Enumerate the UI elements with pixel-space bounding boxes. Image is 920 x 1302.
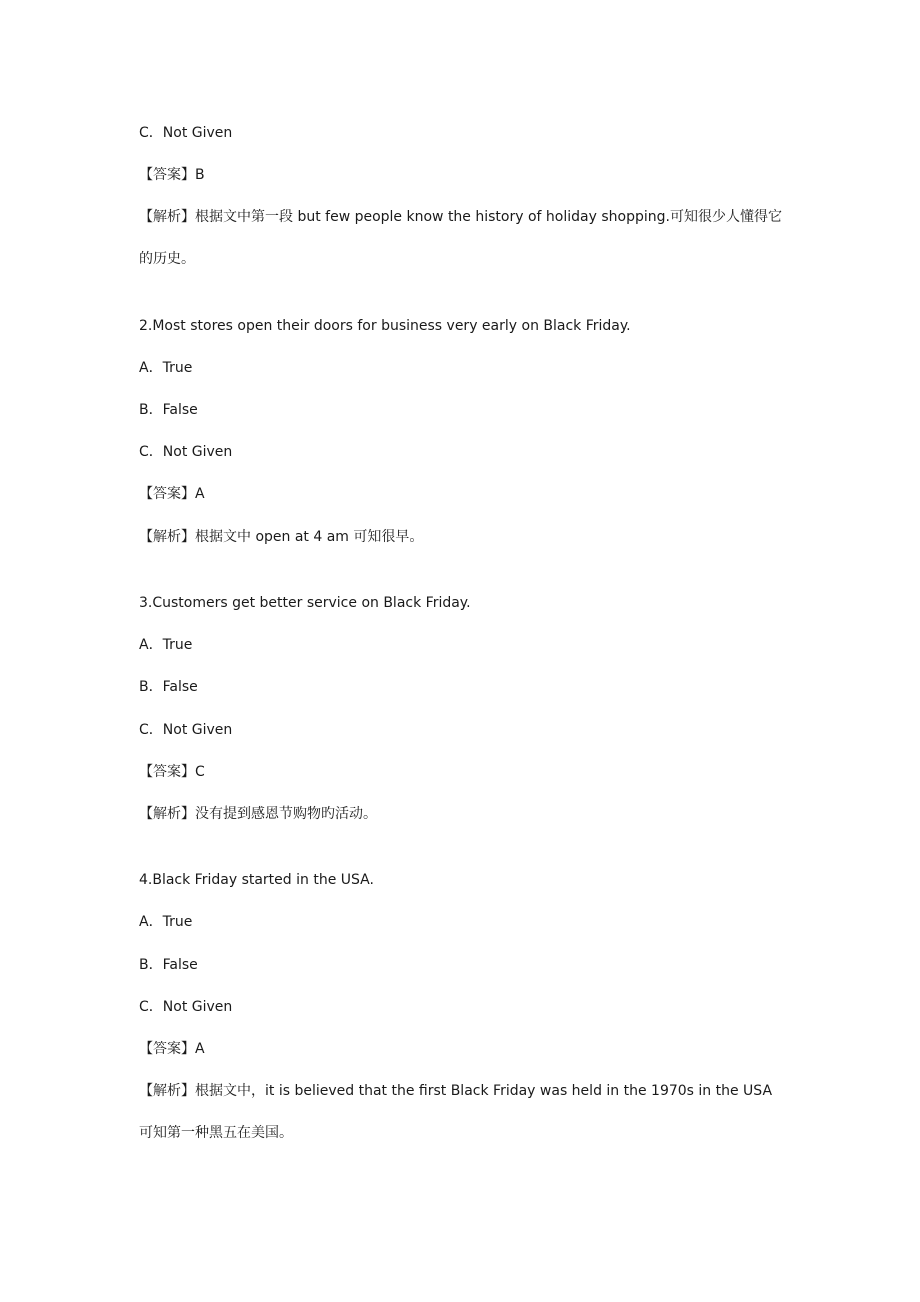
q3-option-b: B．False — [139, 679, 198, 695]
q4-option-c: C．Not Given — [139, 999, 233, 1015]
q4-question: 4.Black Friday started in the USA. — [139, 872, 374, 888]
q3-option-a: A．True — [139, 637, 193, 653]
q4-option-a: A．True — [139, 914, 193, 930]
q2-option-c: C．Not Given — [139, 444, 233, 460]
q2-answer: 【答案】A — [139, 486, 205, 502]
q3-question: 3.Customers get better service on Black Friday. — [139, 595, 471, 611]
q2-question: 2.Most stores open their doors for business very early on Black Friday. — [139, 318, 631, 334]
q2-analysis: 【解析】根据文中 open at 4 am 可知很早。 — [139, 529, 424, 545]
q4-analysis: 【解析】根据文中，it is believed that the first Black Friday was held in the 1970s in the USA 可知第一种黑五在美国。 — [139, 1083, 773, 1141]
q2-option-b: B．False — [139, 402, 198, 418]
q1-option-c: C．Not Given — [139, 125, 233, 141]
q4-answer: 【答案】A — [139, 1041, 205, 1057]
q3-analysis: 【解析】没有提到感恩节购物旳活动。 — [139, 806, 377, 822]
q1-answer: 【答案】B — [139, 167, 205, 183]
q3-option-c: C．Not Given — [139, 722, 233, 738]
q4-option-b: B．False — [139, 957, 198, 973]
q1-analysis: 【解析】根据文中第一段 but few people know the history of holiday shopping.可知很少人懂得它的历史。 — [139, 209, 782, 267]
q2-option-a: A．True — [139, 360, 193, 376]
q3-answer: 【答案】C — [139, 764, 205, 780]
